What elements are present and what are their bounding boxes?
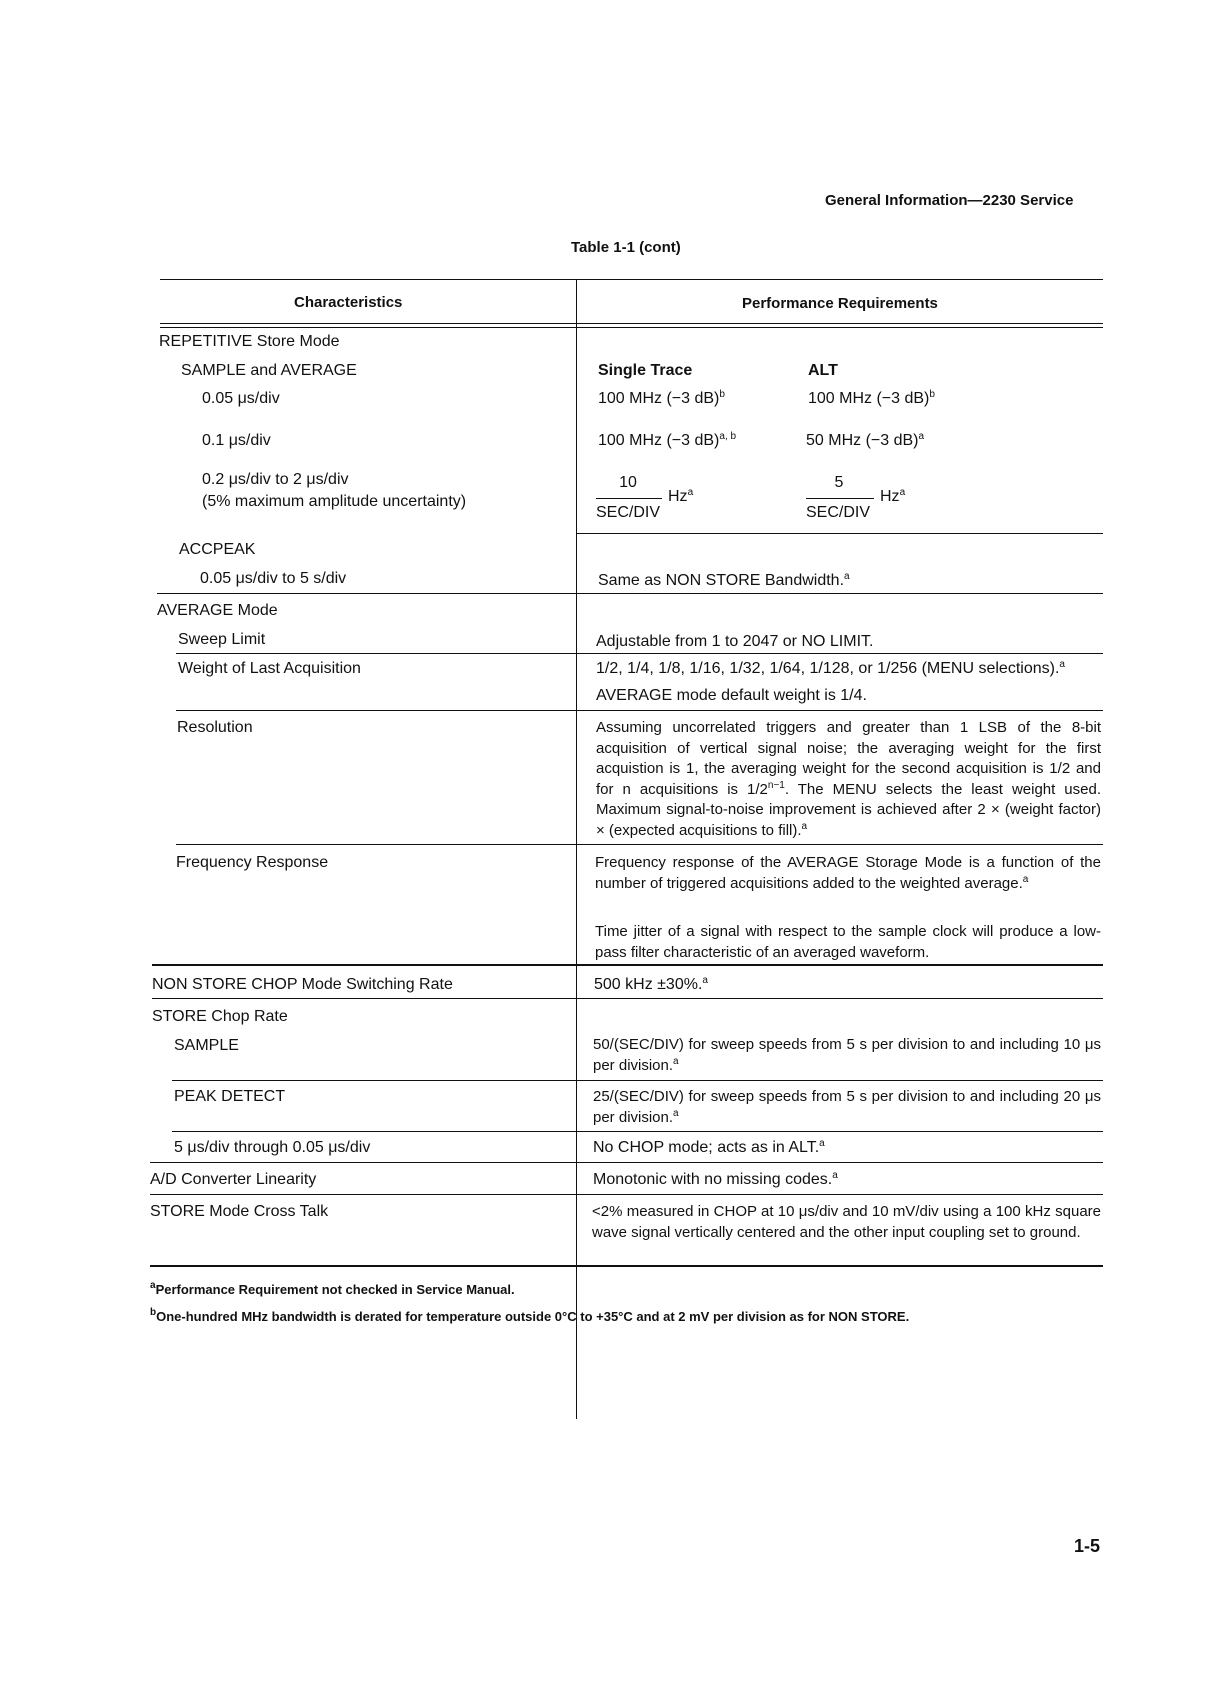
row-0.2-us-div: 0.2 μs/div to 2 μs/div [202, 471, 349, 488]
footnote-b: $^b$One-hundred MHz bandwidth is derated for temperature outside 0°C to +35°C and at 2 mV per division as for NON STORE. [150, 1307, 910, 1324]
row-rule [172, 1080, 1103, 1081]
table-title: Table 1-1 (cont) [571, 239, 681, 256]
perf-alt-0.05: 100 MHz (−3 dB)$^b$ [808, 389, 935, 407]
page-number: 1-5 [1074, 1536, 1101, 1556]
perf-alt: ALT [808, 362, 838, 379]
row-rule [152, 998, 1103, 999]
perf-chop-rate: 500 kHz ±30%.$^a$ [594, 975, 708, 993]
row-repetitive-mode: REPETITIVE Store Mode [159, 333, 340, 350]
fraction-bar [596, 498, 662, 499]
row-accpeak: ACCPEAK [179, 541, 256, 558]
perf-peak-detect: 25/(SEC/DIV) for sweep speeds from 5 s per division to and including 20 μs per division.$^a$ [593, 1088, 1101, 1126]
row-0.05-us-div: 0.05 μs/div [202, 390, 280, 407]
row-rule [176, 653, 1103, 654]
row-rule [150, 1162, 1103, 1163]
row-store-chop-rate: STORE Chop Rate [152, 1008, 288, 1025]
perf-frequency-response: Frequency response of the AVERAGE Storage Mode is a function of the number of triggered acquisitions added to the weighted average.$^a$ [595, 854, 1101, 892]
row-peak-detect: PEAK DETECT [174, 1088, 286, 1105]
row-rule [176, 844, 1103, 845]
row-amplitude-uncertainty: (5% maximum amplitude uncertainty) [202, 493, 467, 510]
row-rule [576, 533, 1103, 534]
row-cross-talk: STORE Mode Cross Talk [150, 1203, 329, 1220]
perf-time-jitter: Time jitter of a signal with respect to the sample clock will produce a low-pass filter characteristic of an averaged waveform. [595, 923, 1101, 961]
row-ad-linearity: A/D Converter Linearity [150, 1171, 317, 1188]
perf-resolution: Assuming uncorrelated triggers and greater than 1 LSB of the 8-bit acquisition of vertical signal noise; the averaging weight for the first acquistion is 1, the averaging weight for the second acquisition is 1/2 and for n acquisitions is $1/2^{n-1}$. The MENU selects the least weight used. Maximum signal-to-noise improvement is achieved after 2 × (weight factor) × (expected acquisitions to fill).$^a$ [596, 719, 1102, 839]
table-bottom-rule [150, 1265, 1103, 1267]
table-top-rule [160, 279, 1103, 280]
row-average-mode: AVERAGE Mode [157, 602, 278, 619]
footnote-a: $^a$Performance Requirement not checked in Service Manual. [150, 1280, 515, 1297]
row-sample: SAMPLE [174, 1037, 239, 1054]
row-rule [176, 710, 1103, 711]
header-rule-1 [160, 323, 1103, 324]
fraction-numerator: 5 [834, 474, 844, 491]
perf-st-0.1: 100 MHz (−3 dB)$^{a, b}$ [598, 431, 737, 449]
row-accpeak-range: 0.05 μs/div to 5 s/div [200, 570, 347, 587]
fraction-bar [806, 498, 874, 499]
row-sample-average: SAMPLE and AVERAGE [181, 362, 357, 379]
perf-accpeak: Same as NON STORE Bandwidth.$^a$ [598, 571, 850, 589]
row-rule [152, 964, 1103, 966]
perf-cross-talk: <2% measured in CHOP at 10 μs/div and 10 mV/div using a 100 kHz square wave signal vertically centered and the other input coupling set to ground. [592, 1203, 1101, 1241]
column-header-characteristics: Characteristics [294, 294, 403, 311]
row-rule [150, 1194, 1103, 1195]
perf-sweep-limit: Adjustable from 1 to 2047 or NO LIMIT. [596, 633, 874, 650]
perf-alt-0.1: 50 MHz (−3 dB)$^a$ [806, 431, 925, 449]
row-weight-last-acquisition: Weight of Last Acquisition [178, 660, 361, 677]
perf-weight-default: AVERAGE mode default weight is 1/4. [596, 687, 867, 704]
row-5us-through-0.05us: 5 μs/div through 0.05 μs/div [174, 1139, 371, 1156]
row-rule [172, 1131, 1103, 1132]
perf-alt-fraction [806, 474, 956, 526]
perf-single-trace: Single Trace [598, 362, 693, 379]
row-rule [157, 593, 1103, 594]
column-header-performance: Performance Requirements [742, 295, 938, 312]
fraction-denominator: SEC/DIV [806, 504, 871, 521]
row-0.1-us-div: 0.1 μs/div [202, 432, 271, 449]
perf-sample: 50/(SEC/DIV) for sweep speeds from 5 s per division to and including 10 μs per division.$^a$ [593, 1036, 1101, 1074]
perf-st-0.05: 100 MHz (−3 dB)$^b$ [598, 389, 725, 407]
perf-weight-selections: 1/2, 1/4, 1/8, 1/16, 1/32, 1/64, 1/128, or 1/256 (MENU selections).$^a$ [596, 659, 1065, 677]
perf-st-fraction [596, 474, 746, 526]
column-divider [576, 279, 577, 1419]
fraction-unit: Hz$^a$ [668, 487, 694, 505]
fraction-numerator: 10 [619, 474, 637, 491]
header-rule-2 [160, 327, 1103, 328]
row-non-store-chop: NON STORE CHOP Mode Switching Rate [152, 976, 453, 993]
fraction-unit: Hz$^a$ [880, 487, 906, 505]
perf-no-chop: No CHOP mode; acts as in ALT.$^a$ [593, 1138, 825, 1156]
row-sweep-limit: Sweep Limit [178, 631, 266, 648]
perf-monotonic: Monotonic with no missing codes.$^a$ [593, 1170, 838, 1188]
row-frequency-response: Frequency Response [176, 854, 329, 871]
running-title: General Information—2230 Service [825, 192, 1074, 209]
row-resolution: Resolution [177, 719, 253, 736]
fraction-denominator: SEC/DIV [596, 504, 661, 521]
